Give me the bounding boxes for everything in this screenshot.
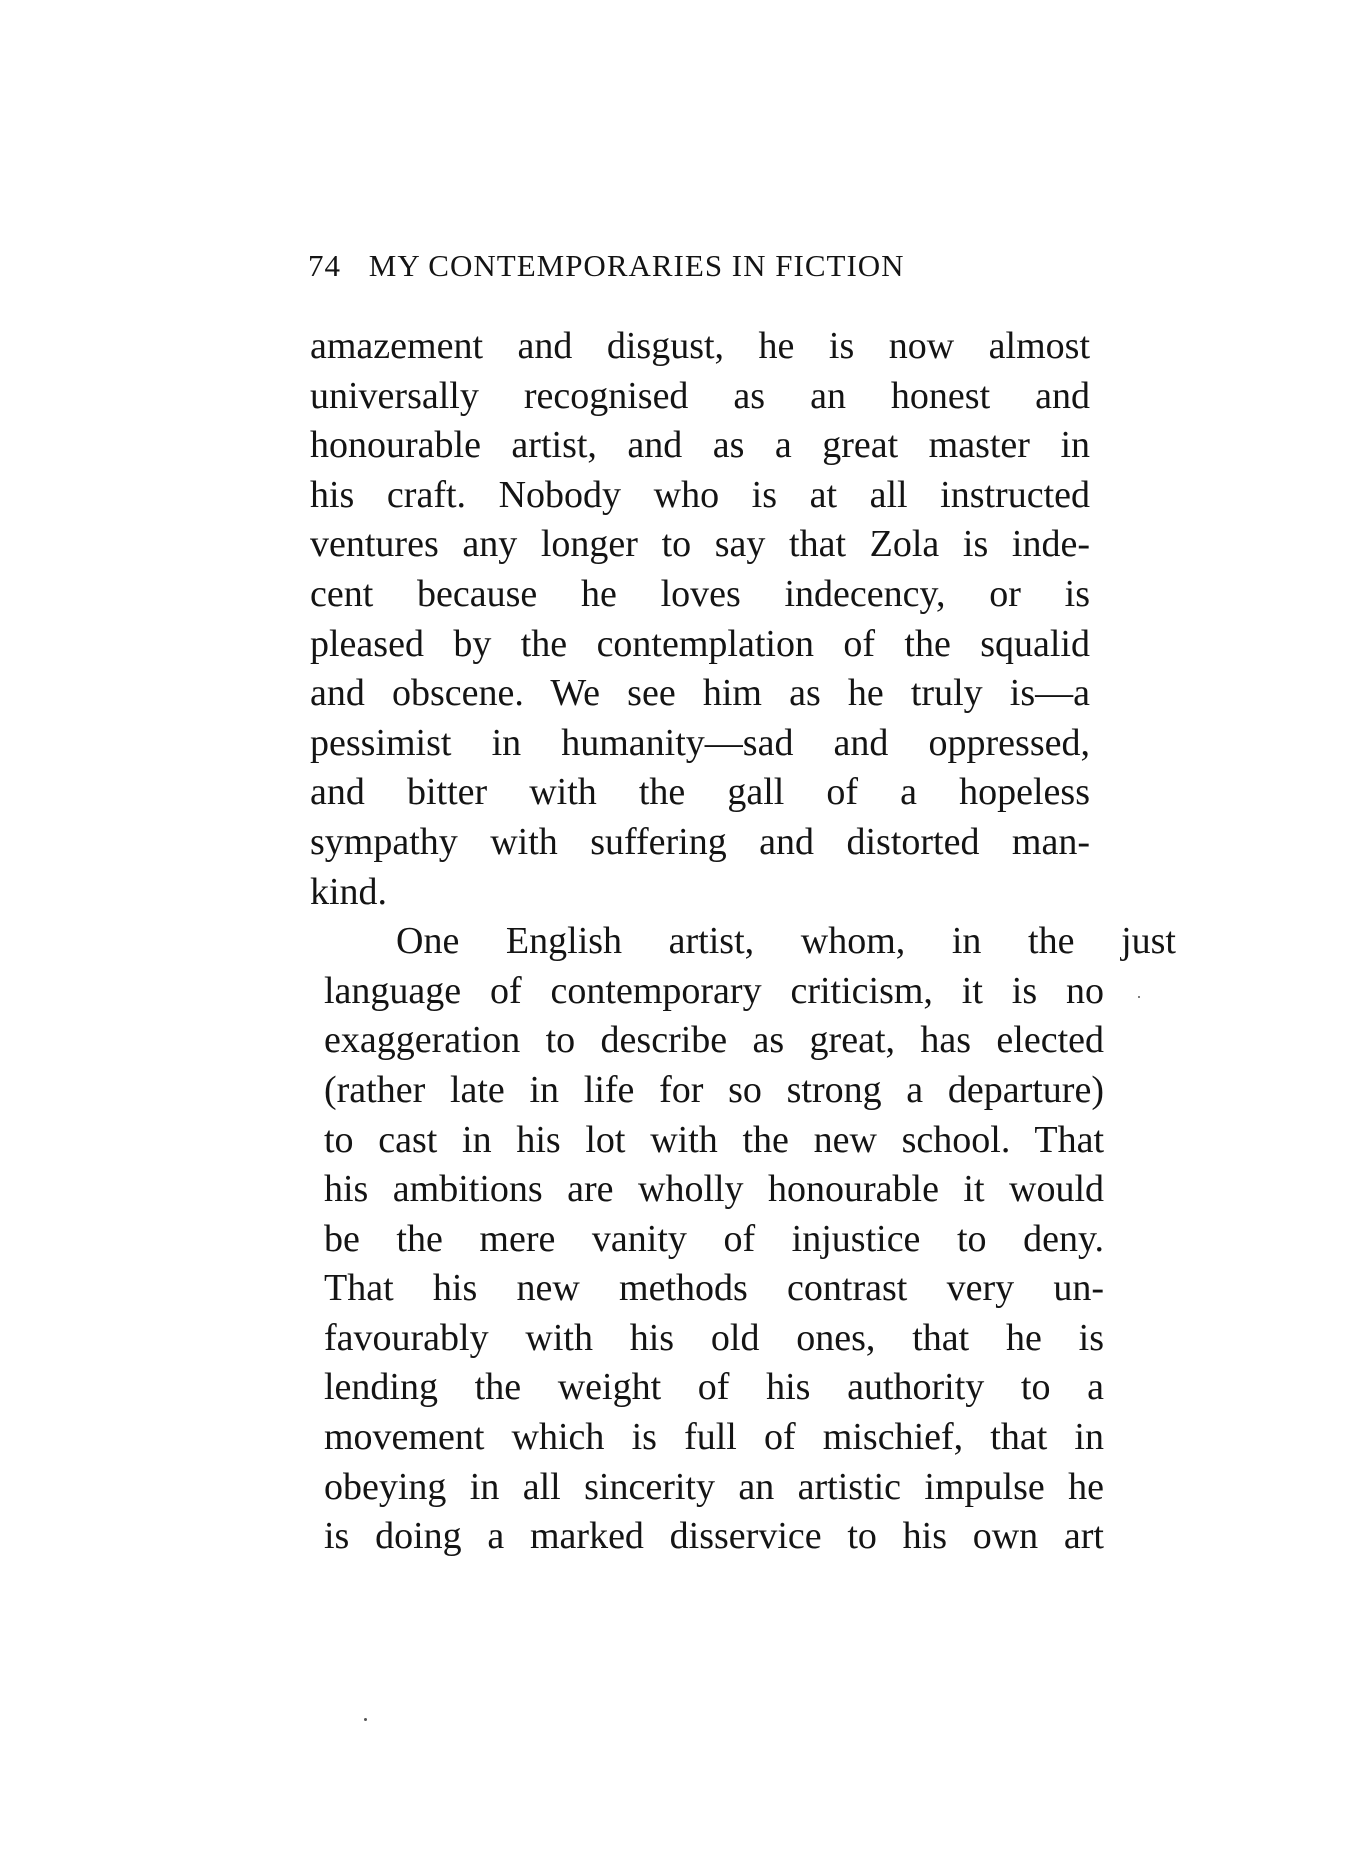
text-line: ventures any longer to say that Zola is inde- xyxy=(310,523,1090,566)
text-line: sympathy with suffering and distorted man- xyxy=(310,820,1090,863)
text-line: cent because he loves indecency, or is xyxy=(310,572,1090,615)
text-line: be the mere vanity of injustice to deny. xyxy=(324,1217,1104,1260)
page-number: 74 xyxy=(308,248,341,283)
text-line: amazement and disgust, he is now almost xyxy=(310,325,1090,367)
text-line: universally recognised as an honest and xyxy=(310,374,1090,417)
text-line: favourably with his old ones, that he is xyxy=(324,1316,1104,1359)
text-line: That his new methods contrast very un- xyxy=(324,1267,1104,1310)
text-line: (rather late in life for so strong a departure) xyxy=(324,1068,1104,1111)
text-line: and obscene. We see him as he truly is—a xyxy=(310,672,1090,715)
body-text xyxy=(310,322,1176,1562)
running-head xyxy=(308,248,1028,284)
text-line: to cast in his lot with the new school. That xyxy=(324,1118,1104,1161)
text-line: exaggeration to describe as great, has elected xyxy=(324,1019,1104,1062)
text-line: his craft. Nobody who is at all instructed xyxy=(310,473,1090,516)
paragraph-2 xyxy=(310,917,1176,1562)
text-line: and bitter with the gall of a hopeless xyxy=(310,771,1090,814)
text-line: language of contemporary criticism, it is no xyxy=(324,969,1104,1012)
text-line: his ambitions are wholly honourable it would xyxy=(324,1168,1104,1211)
text-line: lending the weight of his authority to a xyxy=(324,1366,1104,1409)
text-line: movement which is full of mischief, that in xyxy=(324,1416,1104,1459)
scan-speck xyxy=(364,1718,367,1721)
text-line: pleased by the contemplation of the squalid xyxy=(310,622,1090,665)
text-line: is doing a marked disservice to his own art xyxy=(324,1515,1104,1558)
text-line: honourable artist, and as a great master in xyxy=(310,424,1090,467)
text-line: One English artist, whom, in the just xyxy=(396,920,1176,963)
text-line: kind. xyxy=(310,870,388,913)
text-line: obeying in all sincerity an artistic impulse he xyxy=(324,1465,1104,1508)
running-title: MY CONTEMPORARIES IN FICTION xyxy=(368,248,905,283)
scan-speck xyxy=(1138,996,1140,998)
paragraph-1 xyxy=(310,322,1090,917)
text-line: pessimist in humanity—sad and oppressed, xyxy=(310,721,1090,764)
